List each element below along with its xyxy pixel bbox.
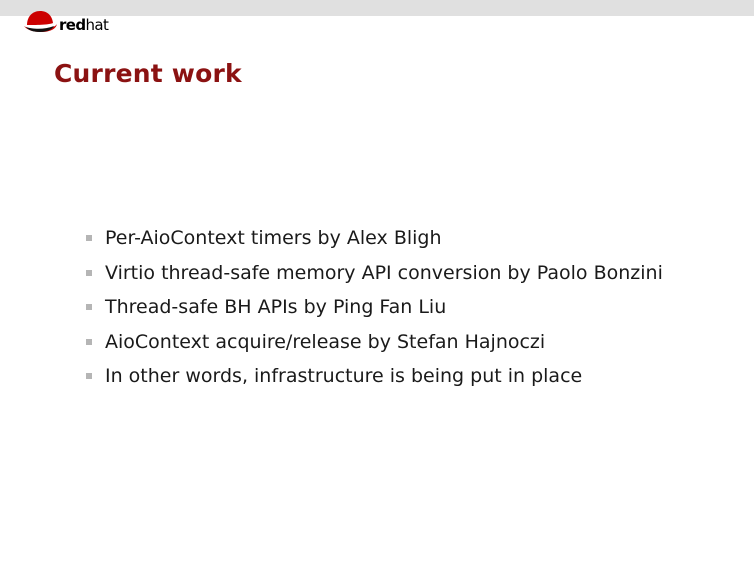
top-bar [0,0,754,16]
bullet-list [86,221,663,394]
bullet-square-icon [86,270,92,276]
bullet-text: Thread-safe BH APIs by Ping Fan Liu [105,296,447,319]
bullet-text: Virtio thread-safe memory API conversion by Paolo Bonzini [105,261,663,284]
bullet-item [86,359,663,394]
bullet-square-icon [86,339,92,345]
redhat-logo [24,9,108,35]
bullet-item [86,290,663,325]
bullet-text: In other words, infrastructure is being put in place [105,365,583,388]
redhat-hat-icon [24,10,58,34]
slide-title: Current work [54,59,242,88]
bullet-item [86,221,663,256]
bullet-item [86,256,663,291]
bullet-square-icon [86,304,92,310]
bullet-square-icon [86,373,92,379]
bullet-item [86,325,663,360]
logo-text-light: hat [85,15,109,34]
logo-text-bold: red [59,15,86,34]
bullet-square-icon [86,235,92,241]
bullet-text: Per-AioContext timers by Alex Bligh [105,227,442,250]
bullet-text: AioContext acquire/release by Stefan Hajnoczi [105,330,546,353]
logo-wordmark [59,16,108,34]
